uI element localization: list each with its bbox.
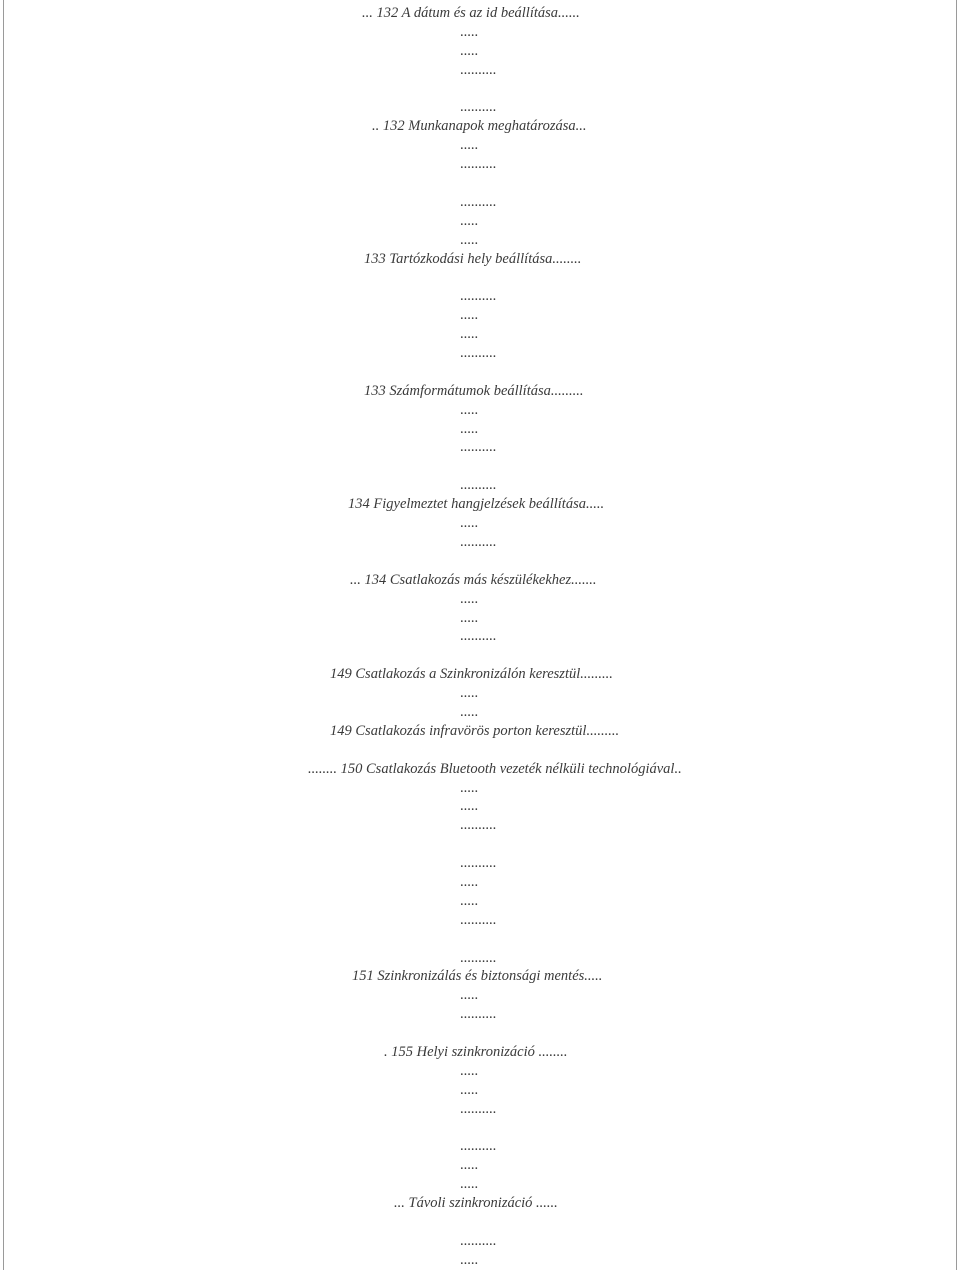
- toc-leader-dots: .....: [460, 231, 479, 248]
- toc-entry: 151 Szinkronizálás és biztonsági mentés.....: [352, 968, 603, 985]
- toc-leader-dots: .....: [460, 798, 479, 815]
- toc-leader-dots: .....: [460, 326, 479, 343]
- toc-leader-dots: ..........: [460, 61, 497, 78]
- toc-leader-dots: .....: [460, 779, 479, 796]
- toc-blank-line: [0, 552, 960, 571]
- toc-entry: ... 134 Csatlakozás más készülékekhez.......: [350, 571, 597, 588]
- toc-leader-dots: .....: [460, 137, 479, 154]
- toc-entry: 134 Figyelmeztet hangjelzések beállítása.....: [348, 496, 605, 513]
- toc-leader-dots: .....: [460, 1176, 479, 1193]
- toc-leader-dots: .....: [460, 1157, 479, 1174]
- toc-leader-dots: .....: [460, 42, 479, 59]
- toc-blank-line: [0, 457, 960, 476]
- toc-blank-line: [0, 363, 960, 382]
- toc-leader-dots: ..........: [460, 1100, 497, 1117]
- toc-leader-dots: .....: [460, 1251, 479, 1268]
- toc-entry: .. 132 Munkanapok meghatározása...: [372, 118, 587, 135]
- toc-leader-dots: ..........: [460, 156, 497, 173]
- toc-leader-dots: ..........: [460, 1006, 497, 1023]
- toc-blank-line: [0, 646, 960, 665]
- toc-blank-line: [0, 1213, 960, 1232]
- toc-leader-dots: .....: [460, 873, 479, 890]
- toc-leader-dots: ..........: [460, 628, 497, 645]
- toc-blank-line: [0, 268, 960, 287]
- toc-entry: 149 Csatlakozás a Szinkronizálón keresztül.........: [330, 666, 613, 683]
- toc-blank-line: [0, 930, 960, 949]
- toc-blank-line: [0, 741, 960, 760]
- toc-leader-dots: ..........: [460, 99, 497, 116]
- toc-entry: . 155 Helyi szinkronizáció ........: [384, 1043, 568, 1060]
- toc-leader-dots: ..........: [460, 533, 497, 550]
- toc-leader-dots: .....: [460, 401, 479, 418]
- toc-leader-dots: .....: [460, 23, 479, 40]
- toc-leader-dots: ..........: [460, 288, 497, 305]
- toc-blank-line: [0, 1024, 960, 1043]
- toc-entry: ... Távoli szinkronizáció ......: [394, 1195, 558, 1212]
- toc-leader-dots: ..........: [460, 1232, 497, 1249]
- toc-leader-dots: .....: [460, 892, 479, 909]
- toc-leader-dots: ..........: [460, 855, 497, 872]
- toc-blank-line: [0, 80, 960, 99]
- toc-blank-line: [0, 1119, 960, 1138]
- toc-leader-dots: .....: [460, 1062, 479, 1079]
- toc-leader-dots: ..........: [460, 477, 497, 494]
- toc-leader-dots: .....: [460, 609, 479, 626]
- toc-leader-dots: .....: [460, 420, 479, 437]
- toc-leader-dots: ..........: [460, 345, 497, 362]
- toc-leader-dots: ..........: [460, 1138, 497, 1155]
- toc-leader-dots: ..........: [460, 949, 497, 966]
- toc-leader-dots: .....: [460, 703, 479, 720]
- table-of-contents: [0, 4, 960, 1270]
- toc-leader-dots: .....: [460, 1081, 479, 1098]
- toc-entry: 133 Számformátumok beállítása.........: [364, 382, 584, 399]
- toc-leader-dots: .....: [460, 685, 479, 702]
- toc-leader-dots: .....: [460, 590, 479, 607]
- toc-entry: ........ 150 Csatlakozás Bluetooth vezeték nélküli technológiával..: [308, 760, 682, 777]
- toc-leader-dots: .....: [460, 987, 479, 1004]
- toc-entry: 149 Csatlakozás infravörös porton keresztül.........: [330, 722, 620, 739]
- toc-leader-dots: ..........: [460, 817, 497, 834]
- toc-leader-dots: .....: [460, 307, 479, 324]
- toc-leader-dots: ..........: [460, 193, 497, 210]
- toc-leader-dots: .....: [460, 515, 479, 532]
- toc-blank-line: [0, 835, 960, 854]
- toc-leader-dots: ..........: [460, 439, 497, 456]
- toc-leader-dots: .....: [460, 212, 479, 229]
- toc-entry: ... 132 A dátum és az id beállítása......: [362, 5, 580, 21]
- toc-blank-line: [0, 174, 960, 193]
- toc-entry: 133 Tartózkodási hely beállítása........: [364, 250, 582, 267]
- toc-leader-dots: ..........: [460, 911, 497, 928]
